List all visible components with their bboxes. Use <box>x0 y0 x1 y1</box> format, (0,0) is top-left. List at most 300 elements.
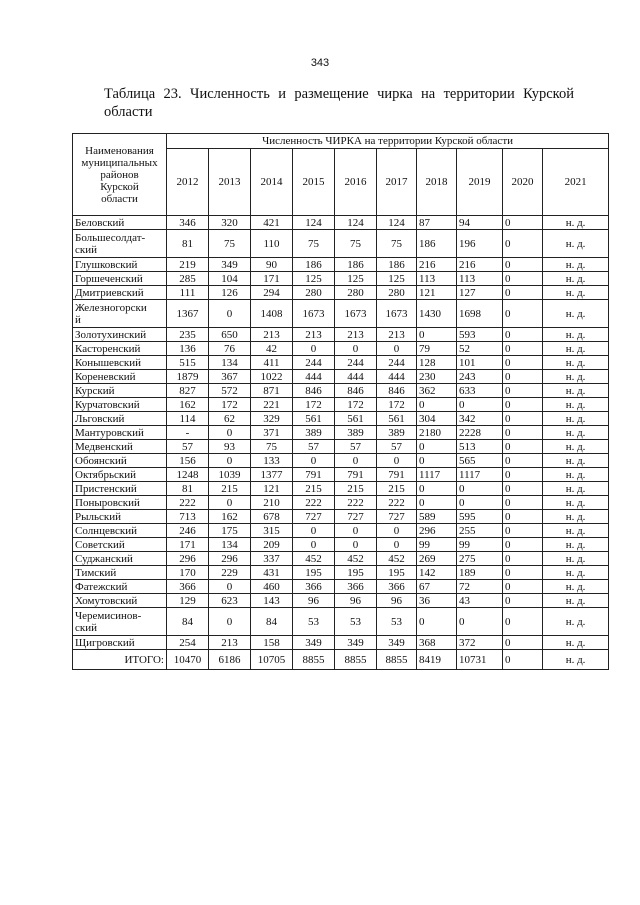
district-name-cell <box>73 538 167 552</box>
value-cell: 0 <box>503 636 543 650</box>
value-cell: 215 <box>209 482 251 496</box>
header-name-cell <box>73 134 167 216</box>
value-cell: 219 <box>167 258 209 272</box>
table-row <box>73 342 609 356</box>
value-cell: 0 <box>503 328 543 342</box>
value-cell: 75 <box>251 440 293 454</box>
year-header-cell: 2014 <box>251 149 293 216</box>
district-name-cell <box>73 454 167 468</box>
district-name-line: Глушковский <box>75 258 138 271</box>
value-cell: н. д. <box>543 216 609 230</box>
value-cell: 0 <box>503 440 543 454</box>
value-cell: 195 <box>293 566 335 580</box>
year-header-cell: 2013 <box>209 149 251 216</box>
district-name-cell <box>73 328 167 342</box>
value-cell: 99 <box>417 538 457 552</box>
value-cell: 186 <box>335 258 377 272</box>
value-cell: 791 <box>377 468 417 482</box>
value-cell: 172 <box>209 398 251 412</box>
value-cell: 101 <box>457 356 503 370</box>
value-cell: 0 <box>335 342 377 356</box>
district-name-line: Большесолдат- <box>75 231 146 244</box>
value-cell: н. д. <box>543 356 609 370</box>
value-cell: 513 <box>457 440 503 454</box>
value-cell: 0 <box>503 286 543 300</box>
table-row <box>73 440 609 454</box>
year-header-cell: 2018 <box>417 149 457 216</box>
value-cell: 0 <box>209 300 251 328</box>
value-cell: н. д. <box>543 580 609 594</box>
total-value-cell: 10705 <box>251 650 293 670</box>
value-cell: 221 <box>251 398 293 412</box>
value-cell: 727 <box>335 510 377 524</box>
value-cell: 53 <box>335 608 377 636</box>
value-cell: 72 <box>457 580 503 594</box>
value-cell: 125 <box>335 272 377 286</box>
district-name-line: Курский <box>75 384 115 397</box>
value-cell: 561 <box>377 412 417 426</box>
value-cell: 444 <box>377 370 417 384</box>
total-value-cell: 6186 <box>209 650 251 670</box>
value-cell: 0 <box>503 552 543 566</box>
table-row <box>73 608 609 636</box>
year-header-cell: 2016 <box>335 149 377 216</box>
district-name-cell <box>73 216 167 230</box>
value-cell: 0 <box>209 608 251 636</box>
year-header-cell: 2021 <box>543 149 609 216</box>
value-cell: 172 <box>377 398 417 412</box>
value-cell: н. д. <box>543 272 609 286</box>
value-cell: н. д. <box>543 412 609 426</box>
district-name-cell <box>73 286 167 300</box>
value-cell: 371 <box>251 426 293 440</box>
value-cell: 0 <box>503 258 543 272</box>
value-cell: 57 <box>377 440 417 454</box>
table-row <box>73 524 609 538</box>
value-cell: 87 <box>417 216 457 230</box>
value-cell: 94 <box>457 216 503 230</box>
value-cell: 0 <box>503 384 543 398</box>
value-cell: 255 <box>457 524 503 538</box>
value-cell: 0 <box>503 468 543 482</box>
table-row <box>73 566 609 580</box>
year-header-cell: 2015 <box>293 149 335 216</box>
value-cell: 0 <box>503 356 543 370</box>
district-name-line: Щигровский <box>75 636 135 649</box>
value-cell: н. д. <box>543 496 609 510</box>
district-name-line: Кореневский <box>75 370 136 383</box>
value-cell: 452 <box>377 552 417 566</box>
table-row <box>73 552 609 566</box>
table-row <box>73 580 609 594</box>
value-cell: 1698 <box>457 300 503 328</box>
value-cell: 0 <box>503 510 543 524</box>
value-cell: 0 <box>377 342 417 356</box>
value-cell: н. д. <box>543 370 609 384</box>
value-cell: 67 <box>417 580 457 594</box>
value-cell: 134 <box>209 538 251 552</box>
value-cell: 460 <box>251 580 293 594</box>
value-cell: 633 <box>457 384 503 398</box>
value-cell: 43 <box>457 594 503 608</box>
value-cell: 162 <box>209 510 251 524</box>
value-cell: 244 <box>293 356 335 370</box>
value-cell: 791 <box>335 468 377 482</box>
value-cell: 114 <box>167 412 209 426</box>
value-cell: 0 <box>503 342 543 356</box>
value-cell: н. д. <box>543 524 609 538</box>
value-cell: 389 <box>377 426 417 440</box>
value-cell: 96 <box>293 594 335 608</box>
caption-line-1: Таблица 23. Численность и размещение чирка на территории Курской <box>104 86 574 102</box>
value-cell: 0 <box>209 580 251 594</box>
value-cell: 125 <box>293 272 335 286</box>
value-cell: 0 <box>503 608 543 636</box>
value-cell: 366 <box>335 580 377 594</box>
header-group-cell: Численность ЧИРКА на территории Курской области <box>167 134 609 149</box>
value-cell: 349 <box>209 258 251 272</box>
value-cell: 0 <box>503 524 543 538</box>
value-cell: 0 <box>417 482 457 496</box>
value-cell: н. д. <box>543 636 609 650</box>
value-cell: 222 <box>377 496 417 510</box>
district-name-line: Фатежский <box>75 580 128 593</box>
value-cell: н. д. <box>543 482 609 496</box>
district-name-cell <box>73 398 167 412</box>
value-cell: 421 <box>251 216 293 230</box>
value-cell: 213 <box>209 636 251 650</box>
value-cell: 349 <box>377 636 417 650</box>
value-cell: 209 <box>251 538 293 552</box>
value-cell: 0 <box>335 524 377 538</box>
value-cell: 0 <box>293 538 335 552</box>
value-cell: 124 <box>335 216 377 230</box>
value-cell: 846 <box>335 384 377 398</box>
total-value-cell: 10731 <box>457 650 503 670</box>
district-name-line: Поныровский <box>75 496 140 509</box>
value-cell: 215 <box>293 482 335 496</box>
value-cell: 129 <box>167 594 209 608</box>
value-cell: 372 <box>457 636 503 650</box>
value-cell: 342 <box>457 412 503 426</box>
value-cell: 0 <box>503 412 543 426</box>
value-cell: 81 <box>167 482 209 496</box>
value-cell: 366 <box>377 580 417 594</box>
district-name-cell <box>73 482 167 496</box>
value-cell: 452 <box>335 552 377 566</box>
value-cell: 158 <box>251 636 293 650</box>
table-row <box>73 426 609 440</box>
district-name-line: ский <box>75 621 97 634</box>
district-name-line: Золотухинский <box>75 328 147 341</box>
value-cell: 1039 <box>209 468 251 482</box>
district-name-line: й <box>75 313 81 326</box>
value-cell: 304 <box>417 412 457 426</box>
table-row <box>73 286 609 300</box>
value-cell: 0 <box>503 566 543 580</box>
value-cell: 143 <box>251 594 293 608</box>
total-value-cell: 10470 <box>167 650 209 670</box>
value-cell: 1879 <box>167 370 209 384</box>
value-cell: 431 <box>251 566 293 580</box>
value-cell: 2228 <box>457 426 503 440</box>
value-cell: 280 <box>293 286 335 300</box>
district-name-cell <box>73 412 167 426</box>
value-cell: 75 <box>293 230 335 258</box>
value-cell: 337 <box>251 552 293 566</box>
value-cell: 126 <box>209 286 251 300</box>
table-row <box>73 258 609 272</box>
total-label: ИТОГО: <box>73 650 167 670</box>
value-cell: 121 <box>251 482 293 496</box>
value-cell: 57 <box>293 440 335 454</box>
value-cell: 113 <box>417 272 457 286</box>
table-row <box>73 496 609 510</box>
value-cell: 0 <box>503 370 543 384</box>
value-cell: 1117 <box>457 468 503 482</box>
value-cell: 96 <box>335 594 377 608</box>
value-cell: 196 <box>457 230 503 258</box>
value-cell: 0 <box>457 482 503 496</box>
value-cell: 124 <box>377 216 417 230</box>
header-name-line: Наименования <box>85 144 154 157</box>
value-cell: 1367 <box>167 300 209 328</box>
district-name-line: Суджанский <box>75 552 133 565</box>
district-name-cell <box>73 384 167 398</box>
value-cell: 320 <box>209 216 251 230</box>
value-cell: 0 <box>335 454 377 468</box>
value-cell: 104 <box>209 272 251 286</box>
table-row <box>73 300 609 328</box>
value-cell: 515 <box>167 356 209 370</box>
value-cell: н. д. <box>543 510 609 524</box>
value-cell: 275 <box>457 552 503 566</box>
district-name-cell <box>73 426 167 440</box>
value-cell: 189 <box>457 566 503 580</box>
district-name-line: Беловский <box>75 216 125 229</box>
value-cell: 36 <box>417 594 457 608</box>
header-name-line: муниципальных <box>81 156 158 169</box>
value-cell: 171 <box>251 272 293 286</box>
district-name-line: Курчатовский <box>75 398 140 411</box>
table-body <box>73 216 609 670</box>
value-cell: 171 <box>167 538 209 552</box>
value-cell: 1673 <box>377 300 417 328</box>
value-cell: н. д. <box>543 454 609 468</box>
value-cell: 52 <box>457 342 503 356</box>
value-cell: 0 <box>293 524 335 538</box>
total-value-cell: 8855 <box>335 650 377 670</box>
value-cell: 452 <box>293 552 335 566</box>
value-cell: 444 <box>335 370 377 384</box>
value-cell: 349 <box>293 636 335 650</box>
header-name-line: районов <box>100 168 139 181</box>
district-name-line: Железногорски <box>75 301 147 314</box>
table-row <box>73 328 609 342</box>
value-cell: 213 <box>335 328 377 342</box>
value-cell: 349 <box>335 636 377 650</box>
value-cell: 175 <box>209 524 251 538</box>
value-cell: 846 <box>377 384 417 398</box>
district-name-line: Тимский <box>75 566 117 579</box>
district-name-line: Хомутовский <box>75 594 138 607</box>
district-name-cell <box>73 342 167 356</box>
value-cell: 0 <box>457 496 503 510</box>
table-row <box>73 468 609 482</box>
district-name-line: Медвенский <box>75 440 133 453</box>
value-cell: 329 <box>251 412 293 426</box>
value-cell: 595 <box>457 510 503 524</box>
district-name-cell <box>73 370 167 384</box>
district-name-cell <box>73 230 167 258</box>
value-cell: 389 <box>293 426 335 440</box>
value-cell: 111 <box>167 286 209 300</box>
total-value-cell: н. д. <box>543 650 609 670</box>
value-cell: 1673 <box>335 300 377 328</box>
district-name-cell <box>73 356 167 370</box>
value-cell: 280 <box>335 286 377 300</box>
value-cell: 75 <box>209 230 251 258</box>
value-cell: 368 <box>417 636 457 650</box>
value-cell: 389 <box>335 426 377 440</box>
value-cell: 1430 <box>417 300 457 328</box>
value-cell: 0 <box>417 398 457 412</box>
value-cell: 222 <box>335 496 377 510</box>
caption-line-2: области <box>104 104 153 120</box>
district-name-cell <box>73 496 167 510</box>
value-cell: 0 <box>503 230 543 258</box>
value-cell: н. д. <box>543 398 609 412</box>
value-cell: н. д. <box>543 440 609 454</box>
value-cell: 93 <box>209 440 251 454</box>
value-cell: 572 <box>209 384 251 398</box>
district-name-cell <box>73 510 167 524</box>
value-cell: 53 <box>293 608 335 636</box>
value-cell: 0 <box>417 440 457 454</box>
value-cell: 0 <box>503 496 543 510</box>
value-cell: 133 <box>251 454 293 468</box>
value-cell: 186 <box>417 230 457 258</box>
district-name-line: Мантуровский <box>75 426 144 439</box>
table-row <box>73 510 609 524</box>
total-value-cell: 8855 <box>377 650 417 670</box>
value-cell: 90 <box>251 258 293 272</box>
value-cell: 846 <box>293 384 335 398</box>
value-cell: 75 <box>377 230 417 258</box>
value-cell: 79 <box>417 342 457 356</box>
value-cell: 296 <box>417 524 457 538</box>
total-value-cell: 8419 <box>417 650 457 670</box>
value-cell: 285 <box>167 272 209 286</box>
value-cell: 0 <box>503 538 543 552</box>
value-cell: н. д. <box>543 468 609 482</box>
value-cell: н. д. <box>543 384 609 398</box>
value-cell: 142 <box>417 566 457 580</box>
value-cell: 195 <box>377 566 417 580</box>
value-cell: 650 <box>209 328 251 342</box>
district-name-line: Касторенский <box>75 342 141 355</box>
value-cell: 42 <box>251 342 293 356</box>
value-cell: 170 <box>167 566 209 580</box>
total-row <box>73 650 609 670</box>
value-cell: 296 <box>209 552 251 566</box>
value-cell: 2180 <box>417 426 457 440</box>
district-name-line: Черемисинов- <box>75 609 142 622</box>
value-cell: 871 <box>251 384 293 398</box>
value-cell: 84 <box>251 608 293 636</box>
page-number: 343 <box>310 57 330 69</box>
value-cell: 0 <box>503 426 543 440</box>
value-cell: 623 <box>209 594 251 608</box>
district-name-cell <box>73 440 167 454</box>
value-cell: н. д. <box>543 342 609 356</box>
district-name-cell <box>73 636 167 650</box>
value-cell: 110 <box>251 230 293 258</box>
value-cell: 0 <box>503 272 543 286</box>
value-cell: 125 <box>377 272 417 286</box>
value-cell: 162 <box>167 398 209 412</box>
value-cell: 0 <box>503 482 543 496</box>
district-name-cell <box>73 552 167 566</box>
value-cell: н. д. <box>543 230 609 258</box>
table-row <box>73 454 609 468</box>
district-name-cell <box>73 608 167 636</box>
value-cell: 0 <box>417 328 457 342</box>
table-row <box>73 356 609 370</box>
value-cell: н. д. <box>543 552 609 566</box>
table-caption <box>104 85 574 121</box>
value-cell: 269 <box>417 552 457 566</box>
value-cell: 216 <box>457 258 503 272</box>
header-name-line: Курской <box>100 180 139 193</box>
value-cell: 172 <box>335 398 377 412</box>
value-cell: 713 <box>167 510 209 524</box>
district-name-line: Октябрьский <box>75 468 136 481</box>
value-cell: 367 <box>209 370 251 384</box>
district-name-line: ский <box>75 243 97 256</box>
value-cell: 444 <box>293 370 335 384</box>
district-name-cell <box>73 580 167 594</box>
value-cell: 1248 <box>167 468 209 482</box>
district-name-line: Рыльский <box>75 510 122 523</box>
value-cell: 222 <box>167 496 209 510</box>
value-cell: 127 <box>457 286 503 300</box>
value-cell: 186 <box>377 258 417 272</box>
value-cell: 235 <box>167 328 209 342</box>
value-cell: 0 <box>457 608 503 636</box>
value-cell: 113 <box>457 272 503 286</box>
value-cell: 215 <box>377 482 417 496</box>
district-name-cell <box>73 594 167 608</box>
value-cell: 99 <box>457 538 503 552</box>
district-name-line: Льговский <box>75 412 125 425</box>
value-cell: 1117 <box>417 468 457 482</box>
value-cell: 727 <box>377 510 417 524</box>
value-cell: 216 <box>417 258 457 272</box>
value-cell: 0 <box>503 594 543 608</box>
year-header-cell: 2012 <box>167 149 209 216</box>
value-cell: н. д. <box>543 286 609 300</box>
value-cell: 0 <box>377 524 417 538</box>
value-cell: 57 <box>167 440 209 454</box>
district-name-line: Советский <box>75 538 125 551</box>
district-name-cell <box>73 468 167 482</box>
district-name-cell <box>73 300 167 328</box>
value-cell: 229 <box>209 566 251 580</box>
value-cell: н. д. <box>543 258 609 272</box>
value-cell: 565 <box>457 454 503 468</box>
value-cell: 0 <box>417 608 457 636</box>
